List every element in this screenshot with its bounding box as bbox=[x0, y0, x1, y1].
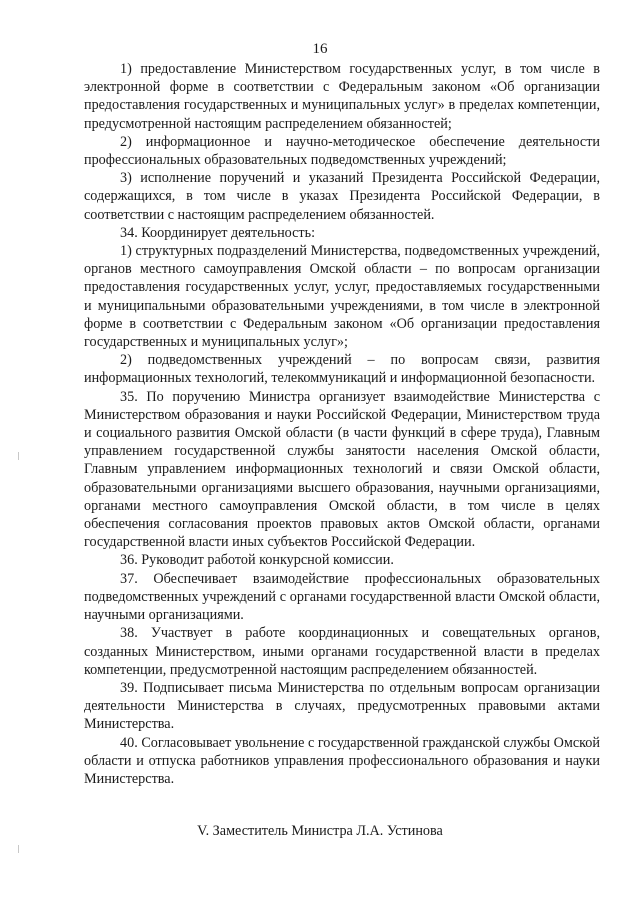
paragraph-39: 39. Подписывает письма Министерства по отдельным вопросам организации деятельности Министерства в случаях, предусмотренных правовыми актами Министерства. bbox=[84, 679, 600, 733]
paragraph-34-heading: 34. Координирует деятельность: bbox=[120, 224, 316, 241]
paragraph-34-item-1: 1) структурных подразделений Министерства, подведомственных учреждений, органов местного самоуправления Омской области – по вопросам организации предоставления государственных услуг, услуг, предоставляемых государственными и муниципальными образовательными учреждениями, в том числе в электронной форме в соответствии с Федеральным законом «Об организации предоставления государственных и муниципальных услуг»; bbox=[84, 243, 600, 351]
section-heading: V. Заместитель Министра Л.А. Устинова bbox=[197, 823, 443, 839]
paragraph-38: 38. Участвует в работе координационных и совещательных органов, созданных Министерством, иными органами государственной власти в пределах компетенции, предусмотренной настоящим распределением обязанностей. bbox=[84, 625, 600, 678]
paragraph-presidential-orders: 3) исполнение поручений и указаний Президента Российской Федерации, содержащихся, в том числе в указах Президента Российской Федерации, в соответствии с настоящим распределением обязанностей. bbox=[84, 170, 600, 223]
paragraph-37: 37. Обеспечивает взаимодействие профессиональных образовательных подведомственных учреждений с органами государственной власти Омской области, научными организациями. bbox=[84, 570, 600, 624]
paragraph-methodical-support: 2) информационное и научно-методическое обеспечение деятельности профессиональных образовательных подведомственных учреждений; bbox=[84, 133, 600, 169]
paragraph-34-item-2: 2) подведомственных учреждений – по вопросам связи, развития информационных технологий, телекоммуникаций и информационной безопасности. bbox=[84, 352, 600, 387]
scan-margin-mark bbox=[18, 452, 19, 460]
paragraph-service-provision: 1) предоставление Министерством государственных услуг, в том числе в электронной форме в соответствии с Федеральным законом «Об организации предоставления государственных и муниципальных услуг» в пределах компетенции, предусмотренной настоящим распределением обязанностей; bbox=[84, 61, 600, 132]
document-body bbox=[84, 60, 600, 788]
paragraph-35: 35. По поручению Министра организует взаимодействие Министерства с Министерством образования и науки Российской Федерации, Министерством труда и социального развития Омской области (в части функций в сфере труда), Главным управлением государственной службы занятости населения Омской области, Главным управлением информационных технологий и связи Омской области, образовательными организациями высшего образования, научными организациями, органами местного самоуправления Омской области, в том числе в целях обеспечения согласования проектов правовых актов Омской области, органами государственной власти иных субъектов Российской Федерации. bbox=[84, 388, 600, 551]
paragraph-40: 40. Согласовывает увольнение с государственной гражданской службы Омской области и отпуска работников управления профессионального образования и науки Министерства. bbox=[84, 734, 600, 787]
page-number: 16 bbox=[312, 41, 328, 57]
scan-margin-mark bbox=[18, 845, 19, 853]
paragraph-36: 36. Руководит работой конкурсной комиссии. bbox=[120, 552, 394, 569]
